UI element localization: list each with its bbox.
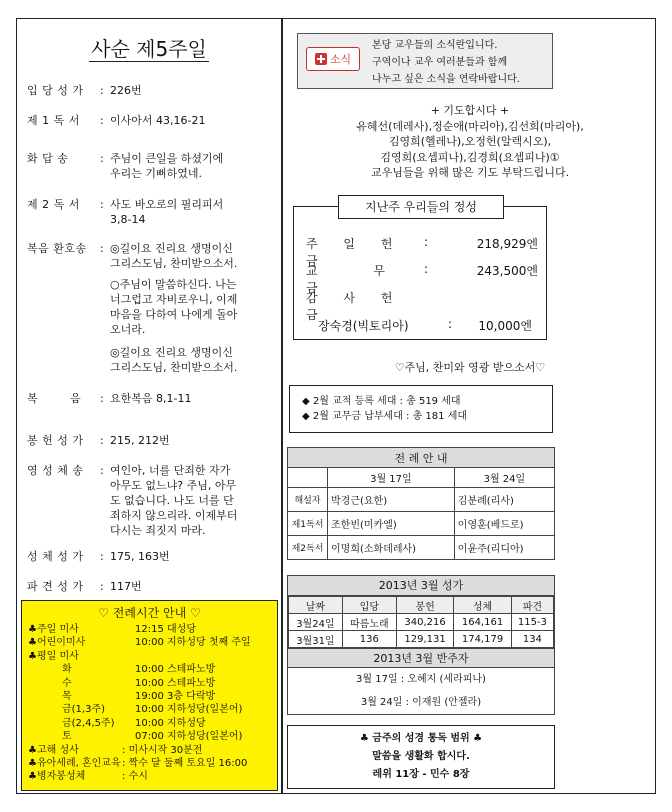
offering-row: 감 사 헌 금	[306, 291, 404, 322]
mass-times-title: ♡ 전례시간 안내 ♡	[98, 606, 201, 620]
news-box	[297, 33, 553, 89]
mass-time-line: ♣고해 성사 : 미사시작 30분전	[28, 744, 203, 756]
offering-title: 지난주 우리들의 정성	[338, 195, 504, 219]
mass-time-line: ♣주일 미사 12:15 대성당	[28, 624, 196, 635]
offering-row: 장숙경(빅토리아) : 10,000엔	[318, 317, 532, 333]
hymn-stats-box	[287, 575, 555, 715]
mass-time-line: ♣평일 미사	[28, 650, 79, 662]
first-reading-row: 제 1 독 서 : 이사아서 43,16-21	[27, 114, 206, 127]
bible-reading-box: ♣ 금주의 성경 통독 범위 ♣ 말씀을 생활화 합시다. 레위 11장 - 민수 8장	[287, 725, 555, 789]
mass-time-line: ♣병자봉성체 : 수시	[28, 771, 148, 783]
liturgy-title: 전 례 안 내	[288, 448, 555, 468]
mass-time-line: 금(1,3주) 10:00 지하성당(일본어)	[62, 704, 243, 716]
entrance-hymn-row: 입 당 성 가 : 226번	[27, 84, 142, 97]
accompanist-title: 2013년 3월 반주자	[288, 648, 554, 668]
page-title: 사순 제5주일	[91, 37, 207, 61]
hymn-table: 날짜 입당 봉헌 성체 파견 3월24일 따름노래 340,216 164,161 115-3 3월31일 136 129,131 174,179 134	[288, 596, 554, 648]
offering-row: 교 무 금 : 243,500엔	[306, 262, 538, 295]
accompanist-row: 3월 24일 : 이재원 (안젤라)	[360, 697, 482, 708]
liturgy-schedule-table: 전 례 안 내 3월 17일 3월 24일 해설자 박경근(요한) 김분례(리사) 제1독서 조한빈(미카엘) 이영훈(베드로) 제2독서 이명희(소화데레사) 이윤주(리디아)	[287, 447, 555, 560]
hymn-stats-title: 2013년 3월 성가	[288, 576, 554, 596]
acclamation-verse: ○주님이 말씀하신다. 나는 너그럽고 자비로우니, 이제 마음을 다하여 나에게 돌아 오너라.	[110, 278, 238, 336]
table-row: 해설자 박경근(요한) 김분례(리사)	[288, 488, 555, 512]
mass-time-line: 토 07:00 지하성당(일본어)	[62, 731, 243, 743]
liturgy-column	[17, 19, 281, 793]
news-logo: 소식	[306, 47, 360, 71]
table-row: 제2독서 이명희(소화데레사) 이윤주(리디아)	[288, 536, 555, 560]
mass-time-line: 목 19:00 3층 다락방	[62, 690, 216, 702]
news-text: 본당 교우들의 소식란입니다. 구역이나 교우 여러분들과 함께 나누고 싶은 소식을 연락바랍니다.	[372, 40, 520, 85]
second-reading-row: 제 2 독 서 : 사도 바오로의 필리피서 3,8-14	[27, 198, 224, 226]
mass-time-line: 화 10:00 스테파노방	[62, 664, 216, 676]
prayer-request: + 기도합시다 + 유혜선(데레사),정순애(마리아),김선희(마리아), 김영희(헬레나),오정헌(알렉시오), 김영희(요셉피나),김경희(요셉피나)① 교우님들을 위해 많은 기도 부탁드립니다.	[356, 104, 584, 179]
gospel-row: 복 음 : 요한복음 8,1-11	[27, 392, 192, 405]
table-row: 제1독서 조한빈(미카엘) 이영훈(베드로)	[288, 512, 555, 536]
mass-times-box	[21, 600, 278, 791]
mass-time-line: 수 10:00 스테파노방	[62, 677, 216, 689]
mass-time-line: ♣유아세례, 혼인교육 : 짝수 달 둘째 토요일 16:00	[28, 757, 248, 769]
offertory-hymn-row: 봉 헌 성 가 : 215, 212번	[27, 434, 170, 447]
census-box: ◆ 2월 교적 등록 세대 : 총 519 세대 ◆ 2월 교무금 납부세대 : 총 181 세대	[289, 385, 553, 433]
acclamation-row: 복음 환호송 : ◎길이요 진리요 생명이신 그리스도님, 찬미받으소서.	[27, 242, 238, 270]
accompanist-row: 3월 17일 : 오혜지 (세라피나)	[356, 674, 486, 685]
news-column	[283, 19, 657, 793]
table-row: 3월24일 따름노래 340,216 164,161 115-3	[289, 614, 554, 631]
bulletin-page	[16, 18, 656, 794]
offering-box	[293, 200, 547, 340]
offering-row: 주 일 헌 금 : 218,929엔	[306, 235, 538, 268]
communion-hymn-row: 성 체 성 가 : 175, 163번	[27, 550, 170, 563]
table-row: 3월31일 136 129,131 174,179 134	[289, 631, 554, 648]
praise-line: ♡주님, 찬미와 영광 받으소서♡	[394, 361, 546, 374]
acclamation-repeat: ◎길이요 진리요 생명이신 그리스도님, 찬미받으소서.	[110, 346, 238, 374]
communion-antiphon-row: 영 성 체 송 : 여인아, 너를 단죄한 자가 아무도 없느냐? 주님, 아무 도 없습니다. 나도 너를 단 죄하지 않으리라. 이제부터 다시는 죄짓지 마라.	[27, 464, 238, 537]
mass-time-line: ♣어린이미사 10:00 지하성당 첫째 주일	[28, 637, 251, 649]
psalm-row: 화 답 송 : 주님이 큰일을 하셨기에 우리는 기뻐하였네.	[27, 152, 224, 180]
recessional-hymn-row: 파 견 성 가 : 117번	[27, 580, 142, 593]
mass-time-line: 금(2,4,5주) 10:00 지하성당	[62, 717, 206, 729]
cross-icon	[315, 53, 327, 65]
